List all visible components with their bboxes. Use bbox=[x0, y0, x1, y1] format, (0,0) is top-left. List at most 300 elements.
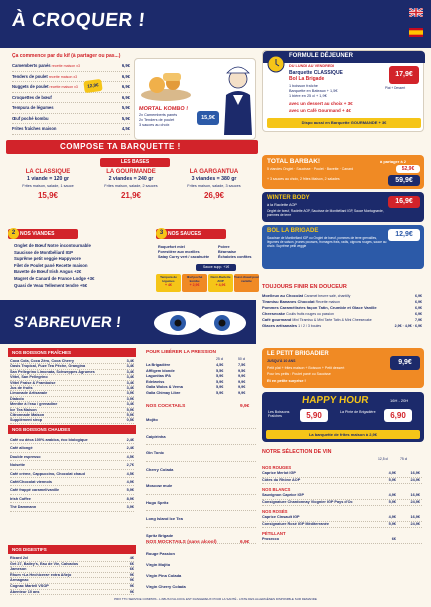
winter-desc: Onglet de bœuf, Raclette AOP, Saucisse de Montbéliard IGP, Sauce Montagnarde, pommes de terre bbox=[267, 209, 384, 217]
base-price: 26,9€ bbox=[203, 190, 225, 200]
menu-row bbox=[12, 82, 130, 93]
dessert-desc: Coulis fruits rouges ou passion bbox=[285, 312, 334, 317]
dessert-name: Glaces artisanales bbox=[262, 323, 298, 329]
menu-item-price: 3,4€ bbox=[126, 380, 134, 385]
menu-item-name: Nuggets de poulet bbox=[12, 84, 49, 89]
base-desc: Frites maison, salade, 1 sauce bbox=[22, 184, 74, 188]
happy-p1: 5,90 bbox=[300, 409, 328, 422]
kombo-item: 3 sauces au choix bbox=[139, 122, 170, 127]
menu-row bbox=[12, 103, 130, 114]
happy-title: HAPPY HOUR bbox=[301, 395, 370, 406]
menu-row bbox=[10, 444, 134, 452]
vins-list bbox=[262, 462, 422, 544]
menu-item-price: 5,9€ bbox=[126, 412, 134, 417]
step3-icon: 3 bbox=[156, 228, 167, 239]
menu-item-name: Croquettes de bœuf bbox=[12, 94, 52, 100]
eyes-illustration bbox=[150, 306, 250, 340]
viande-item: Saucisse de Montbéliard IGP bbox=[14, 249, 73, 255]
wine-price-glass: 4,9€ bbox=[388, 471, 396, 475]
dessert-name: Café gourmand bbox=[262, 317, 292, 323]
pression-col2: 50 cl bbox=[238, 357, 246, 361]
side-item bbox=[208, 274, 233, 292]
digestifs-title: NOS DIGESTIFS bbox=[8, 545, 136, 554]
side-price: + 2,9€ bbox=[189, 283, 200, 288]
menu-item-name: Armagnac bbox=[10, 578, 29, 583]
menu-row bbox=[10, 495, 134, 503]
cocktail-item: Cherry Colada bbox=[146, 462, 256, 479]
kombo-side-badge: 12,9€ bbox=[83, 79, 102, 93]
menu-item-price: 3,4€ bbox=[126, 402, 134, 407]
petit-price: 9,9€ bbox=[390, 356, 420, 370]
menu-item-price: 3,4€ bbox=[126, 364, 134, 369]
menu-item-price: 2,4€ bbox=[125, 436, 134, 444]
menu-row bbox=[12, 72, 130, 83]
base-price: 21,9€ bbox=[120, 190, 142, 200]
formule-price: 17,9€ bbox=[389, 66, 419, 84]
wine-group-title: NOS ROSÉS bbox=[262, 509, 288, 514]
wine-price-bottle: 16,9€ bbox=[410, 471, 420, 475]
happy-hours: 16H - 20H bbox=[390, 398, 409, 403]
happy-p2: 6,90 bbox=[384, 409, 412, 422]
bases-title: LES BASES bbox=[100, 158, 170, 167]
sauce-item: Satay Curry vert / cacahuète bbox=[158, 254, 210, 259]
menu-item-name: Café frappé caramel/vanille bbox=[10, 488, 60, 493]
cocktail-item: Mojito bbox=[146, 412, 256, 429]
menu-item-name: Menthe à l'eau / grenadine bbox=[10, 402, 58, 407]
barbak-price2: 59,9€ bbox=[388, 175, 420, 186]
dessert-desc: Mini Tiramisu & Mini Tarte Tatin & Mini Cheesecake bbox=[291, 318, 372, 323]
wine-price-glass: 5,9€ bbox=[388, 521, 396, 526]
dessert-price: 6,9€ bbox=[415, 312, 422, 317]
cocktail-item: Moscow mule bbox=[146, 478, 256, 495]
chaudes-list bbox=[10, 436, 134, 512]
wine-group-title: PÉTILLANT bbox=[262, 531, 286, 536]
beer-price-50: 9,9€ bbox=[238, 379, 246, 384]
beer-price-25: 5,9€ bbox=[216, 374, 224, 379]
bases-row bbox=[8, 169, 256, 219]
beer-price-50: 9,5€ bbox=[238, 368, 246, 373]
viande-item: Bavette de Bœuf Irish Angus +2€ bbox=[14, 269, 82, 275]
croquer-list bbox=[12, 61, 130, 137]
menu-item-price: 3,4€ bbox=[126, 385, 134, 390]
barbak-share: à partager à 2 bbox=[380, 159, 407, 164]
dessert-price: 2,9€ · 4,9€ · 6,9€ bbox=[394, 324, 422, 329]
menu-item-name: Double espresso bbox=[10, 454, 41, 459]
bol-price: 12,9€ bbox=[388, 229, 420, 241]
wine-row bbox=[262, 537, 422, 544]
formule-item: 1 bière en 25 cl + 1,9€ bbox=[289, 93, 327, 98]
menu-item-name: Thé Dammann bbox=[10, 505, 37, 510]
wine-name: Caprice Cinsault IGP bbox=[262, 515, 300, 519]
menu-row bbox=[10, 478, 134, 486]
formule-price-label: Plat + Dessert bbox=[385, 86, 406, 90]
menu-item-desc: recette maison x3 bbox=[50, 64, 81, 68]
petit-brigadier-panel bbox=[262, 348, 424, 388]
menu-item-name: Irish Coffee bbox=[10, 496, 31, 501]
menu-row bbox=[10, 418, 134, 423]
dessert-name: Tiramisu Bananes Chocolat bbox=[262, 299, 315, 305]
base-desc: Frites maison, salade, 2 sauces bbox=[104, 184, 158, 188]
menu-item-price: 2,7€ bbox=[125, 461, 134, 469]
formule-dejeuner-panel bbox=[262, 50, 424, 132]
wine-price-glass: 6€ bbox=[391, 537, 396, 541]
fraiches-title: NOS BOISSONS FRAÎCHES bbox=[8, 348, 136, 357]
kombo-price-badge: 15,9€ bbox=[197, 111, 219, 125]
base-card bbox=[174, 169, 254, 219]
menu-item-name: Ricard 2cl bbox=[10, 556, 29, 560]
menu-item-name: Limonade Artisanale bbox=[10, 391, 48, 396]
petit-l3: Et en petite surprise ! bbox=[267, 379, 306, 383]
menu-item-name: Tenders de poulet bbox=[12, 73, 48, 79]
menu-item-desc: recette maison x3 bbox=[48, 85, 78, 89]
petit-subtitle: JUSQU'À 10 ANS bbox=[267, 359, 296, 363]
formule-opt3: Dispo aussi en Barquette GOURMANDE + 3€ bbox=[267, 118, 421, 128]
beer-price-50: 9,9€ bbox=[238, 390, 246, 395]
menu-item-price: 6€ bbox=[129, 567, 134, 572]
menu-item-price: 6,9€ bbox=[120, 61, 130, 72]
formule-items bbox=[289, 84, 337, 98]
chef-illustration bbox=[221, 65, 255, 135]
menu-item-name: San Pellegrino Limonata, Schweppes Agrumes bbox=[10, 369, 95, 374]
menu-item-price: 9€ bbox=[129, 578, 134, 583]
wine-row bbox=[262, 478, 422, 485]
menu-item-desc: recette maison x3 bbox=[47, 74, 78, 79]
dessert-desc: 1 / 2 / 3 boules bbox=[297, 324, 322, 329]
menu-item-price: 6,9€ bbox=[120, 82, 130, 93]
menu-item-price: 3,4€ bbox=[126, 359, 134, 363]
menu-item-price: 3,4€ bbox=[126, 369, 134, 374]
menu-item-price: 2,4€ bbox=[125, 444, 134, 452]
dessert-price: 6,9€ bbox=[415, 306, 422, 311]
menu-row bbox=[10, 590, 134, 596]
dessert-price: 7,9€ bbox=[415, 318, 422, 323]
menu-item-name: Vittel, San Pellegrino bbox=[10, 375, 48, 380]
menu-row bbox=[10, 470, 134, 478]
sides-row bbox=[156, 274, 260, 292]
vins-title: NOTRE SÉLECTION DE VIN bbox=[262, 449, 332, 455]
formule-item: 1 boisson fraîche bbox=[289, 84, 318, 88]
menu-item-name: Œuf poché kombu bbox=[12, 115, 49, 121]
viandes-list bbox=[14, 243, 154, 289]
wine-price-glass: 5,9€ bbox=[388, 477, 396, 482]
header-band bbox=[0, 0, 431, 48]
winter-price: 16,9€ bbox=[388, 196, 420, 208]
mocktails-title: NOS MOCKTAILS (sans alcool) bbox=[146, 540, 217, 545]
barbak-title: TOTAL BARBAK! bbox=[267, 158, 321, 165]
side-item bbox=[234, 274, 259, 292]
petit-title: LE PETIT BRIGADIER bbox=[267, 351, 329, 357]
beer-name: Galia Chimay Libre bbox=[146, 390, 181, 395]
menu-item-price: 9€ bbox=[129, 589, 134, 594]
mocktails-price: 6,9€ bbox=[240, 540, 250, 545]
winter-title: WINTER BODY bbox=[267, 195, 310, 201]
base-name: LA CLASSIQUE bbox=[25, 169, 71, 175]
barbak-price1: 52,9€ bbox=[396, 165, 420, 173]
dessert-row bbox=[262, 294, 422, 299]
dessert-row bbox=[262, 318, 422, 323]
menu-item-name: Vittel Fraise & Framboise bbox=[10, 380, 56, 385]
dessert-name: Moelleux au Chocolat bbox=[262, 293, 304, 298]
menu-item-name: Noisette bbox=[10, 463, 25, 468]
menu-item-name: Café ou déca 100% arabica, éco biologique bbox=[10, 438, 88, 442]
side-name: Demi-Raclette AOP bbox=[210, 275, 231, 283]
viande-item: Suprême petit veggie Happyvore bbox=[14, 256, 81, 262]
wine-row bbox=[262, 522, 422, 529]
menu-row bbox=[12, 93, 130, 104]
croquer-intro: Ça commence par du kif (à partager ou pas...) bbox=[12, 53, 121, 59]
side-name: Toast chaud pour raclette bbox=[234, 275, 259, 283]
pression-list bbox=[146, 363, 256, 397]
base-name: LA GARGANTUA bbox=[189, 169, 239, 175]
menu-item-price: 3,9€ bbox=[125, 503, 134, 511]
dessert-name: Cheesecake bbox=[262, 311, 286, 317]
wine-name: Prosecco bbox=[262, 537, 280, 541]
dessert-price: 6,9€ bbox=[415, 300, 422, 305]
happy-footer: La barquette de frites maison à 2,9€ bbox=[266, 430, 420, 439]
kombo-food-illustration bbox=[139, 63, 193, 103]
abreuver-title: S'ABREUVER ! bbox=[13, 314, 122, 331]
formule-title: FORMULE DÉJEUNER bbox=[289, 53, 354, 59]
sauce-item: Roquefort miel bbox=[158, 245, 185, 249]
menu-item-price: 4,9€ bbox=[125, 478, 134, 486]
barbak-panel bbox=[262, 155, 424, 189]
beer-price-25: 5,9€ bbox=[216, 385, 224, 390]
page-title: À CROQUER ! bbox=[10, 10, 147, 31]
sauce-item: Forestière aux morilles bbox=[158, 249, 200, 254]
uk-flag-icon[interactable] bbox=[409, 8, 423, 17]
petit-l1: Petit plat + frites maison + Boisson + Petit dessert bbox=[267, 366, 345, 370]
kombo-item: 2x Tenders de poulet bbox=[139, 117, 175, 122]
base-name: LA GOURMANDE bbox=[106, 169, 156, 175]
menu-item-price: 6€ bbox=[129, 561, 134, 566]
menu-item-name: Jameson bbox=[10, 567, 27, 572]
pression-title: POUR LIBÉRER LA PRESSION bbox=[146, 350, 216, 355]
sauces-right bbox=[218, 245, 258, 259]
kombo-items bbox=[139, 113, 199, 127]
menu-item-name: Rhum «La Hechicera» extra Añejo bbox=[10, 572, 72, 577]
cocktail-item: Hugo Spritz bbox=[146, 495, 256, 512]
menu-item-name: Get 27, Bailey's, Eau de Vie, Calvados bbox=[10, 561, 79, 566]
formule-opt1: avec un dessert au choix + 3€ bbox=[289, 101, 353, 106]
side-name: Tempura de légumes bbox=[160, 275, 177, 283]
sauce-item: Poivre bbox=[218, 245, 230, 249]
menu-item-price: 5,9€ bbox=[120, 114, 130, 125]
compose-title: COMPOSE TA BARQUETTE ! bbox=[60, 142, 181, 151]
side-item bbox=[182, 274, 207, 292]
beer-price-25: 5,9€ bbox=[216, 379, 224, 384]
menu-item-name: Diabolo bbox=[10, 396, 24, 401]
menu-item-price: 4,5€ bbox=[120, 124, 130, 135]
footer-text: PRIX TTC SERVICE COMPRIS - L'ABUS D'ALCOOL EST DANGEREUX POUR LA SANTÉ - LISTE DES ALLERGÈNES DISPONIBLE SUR DEMANDE bbox=[114, 597, 317, 601]
side-item bbox=[156, 274, 181, 292]
dessert-row bbox=[262, 300, 422, 305]
cocktails-title: NOS COCKTAILS bbox=[146, 404, 186, 409]
dessert-row bbox=[262, 306, 422, 311]
menu-item-price: 5,9€ bbox=[120, 103, 130, 114]
mocktail-item: Rouge Passion bbox=[146, 551, 175, 556]
winter-subtitle: à la Raclette AOP bbox=[267, 203, 297, 207]
menu-item-name: Coca Cola, Coca Zéro, Coca Cherry bbox=[10, 359, 74, 363]
menu-item-price: 9€ bbox=[129, 583, 134, 588]
menu-item-name: Supplément sirop bbox=[10, 418, 43, 423]
chaudes-title: NOS BOISSONS CHAUDES bbox=[8, 425, 136, 434]
kombo-item: 2x Camemberts panés bbox=[139, 113, 178, 117]
dessert-row bbox=[262, 324, 422, 329]
wine-name: Caprice Merlot IGP bbox=[262, 471, 296, 475]
vins-col2: 75 cl bbox=[400, 457, 408, 461]
bol-panel bbox=[262, 225, 424, 269]
wine-price-bottle: 24,9€ bbox=[410, 499, 420, 504]
wine-price-glass: 4,9€ bbox=[388, 515, 396, 519]
beer-price-50: 9,9€ bbox=[238, 374, 246, 379]
barbak-extra: + 3 sauces au choix, 2 frites Maison, 2 salades bbox=[267, 177, 340, 181]
fraiches-list bbox=[10, 359, 134, 424]
beer-price-50: 7,5€ bbox=[238, 363, 246, 367]
side-price: + 4,9€ bbox=[215, 283, 226, 288]
menu-item-name: Frites fraîches maison bbox=[12, 126, 57, 131]
barbak-desc: 5 viandes Onglet · Saucisse · Poulet · Bavette · Canard bbox=[267, 167, 354, 171]
menu-item-name: Citronnade Maison bbox=[10, 412, 45, 417]
base-price: 15,9€ bbox=[37, 190, 59, 200]
step2-icon: 2 bbox=[8, 228, 19, 239]
happy-l1: Les Boissons Fraîches bbox=[268, 410, 290, 419]
spain-flag-icon[interactable] bbox=[409, 28, 423, 37]
viande-item: Quasi de Veau Tellement tendre +5€ bbox=[14, 282, 88, 288]
formule-burger: Barquette CLASSIQUE bbox=[289, 70, 343, 76]
menu-item-price: 3,9€ bbox=[126, 391, 134, 396]
beer-name: Affligem blonde bbox=[146, 368, 175, 373]
beer-price-25: 5,5€ bbox=[216, 368, 224, 373]
menu-item-name: Abenteur 10 ans bbox=[10, 589, 40, 594]
wine-name: Consignature Rosé IGP Méditerranée bbox=[262, 521, 330, 526]
menu-item-price: 5,9€ bbox=[125, 486, 134, 494]
menu-item-price: 8,9€ bbox=[125, 495, 134, 503]
menu-item-name: Café allongé bbox=[10, 446, 33, 451]
side-price: + 4€ bbox=[165, 283, 172, 288]
formule-bol: Bol La Brigade bbox=[289, 76, 325, 82]
winter-panel bbox=[262, 192, 424, 222]
sauce-item: Béarnaise bbox=[218, 249, 237, 254]
wine-name: Côtes du Rhône AOP bbox=[262, 477, 301, 482]
happy-hour-panel bbox=[262, 392, 424, 442]
base-card bbox=[8, 169, 88, 219]
dessert-row bbox=[262, 312, 422, 317]
pression-col1: 25 cl bbox=[216, 357, 224, 361]
menu-item-price: 9€ bbox=[129, 572, 134, 577]
sauces-left bbox=[158, 245, 212, 259]
mocktail-item: Virgin Mojito bbox=[146, 562, 171, 567]
menu-item-price: 3,9€ bbox=[126, 396, 134, 401]
wine-price-bottle: 16,9€ bbox=[410, 515, 420, 519]
dessert-name: Pommes Caramélisées façon Tatin, Crumble et Glace Vanille bbox=[262, 305, 377, 311]
menu-item-price: 5,9€ bbox=[126, 407, 134, 412]
cocktails-list bbox=[146, 412, 256, 544]
menu-row bbox=[10, 436, 134, 444]
menu-item-price: 4€ bbox=[129, 556, 134, 560]
base-desc: Frites maison, salade, 3 sauces bbox=[187, 184, 241, 188]
beer-row bbox=[146, 391, 256, 397]
viande-item: Filet de Poulet pané Recette maison bbox=[14, 262, 88, 268]
mocktail-item: Virgin Pina Colada bbox=[146, 573, 182, 578]
menu-item-name: Ice Tea Maison bbox=[10, 407, 37, 412]
menu-item-name: Oasis Tropical, Fuze Tea Pêche, Orangina bbox=[10, 364, 86, 369]
wine-name: Sauvignon Caprice IGP bbox=[262, 493, 304, 497]
mocktails-list bbox=[146, 548, 256, 592]
menu-item-price: 4,5€ bbox=[125, 453, 134, 461]
menu-item-name: Café crème, Cappuccino, Chocolat chaud bbox=[10, 471, 85, 476]
douceur-list bbox=[262, 294, 422, 331]
formule-item: Barquette en Bateaux + 1,5€ bbox=[289, 88, 338, 93]
menu-item-price: 6,9€ bbox=[120, 93, 130, 104]
dessert-desc: Recette maison bbox=[314, 300, 340, 305]
wine-price-bottle: 16,9€ bbox=[410, 493, 420, 497]
menu-row bbox=[10, 461, 134, 469]
menu-row bbox=[12, 114, 130, 125]
vins-col1: 12,5 cl bbox=[378, 457, 388, 461]
sauce-item: Échalotes confites bbox=[218, 254, 252, 259]
wine-price-glass: 5,9€ bbox=[388, 499, 396, 504]
beer-name: Lagunitas IPA bbox=[146, 374, 172, 379]
formule-opt2: avec un Café Gourmand + 4€ bbox=[289, 108, 351, 113]
dessert-price: 6,9€ bbox=[415, 294, 422, 298]
cocktail-item: Caipirinha bbox=[146, 429, 256, 446]
cocktail-item: Long Island Ice Tea bbox=[146, 511, 256, 528]
base-card bbox=[91, 169, 171, 219]
menu-item-name: Cognac Martell VSOP bbox=[10, 583, 49, 588]
sauces-title: NOS SAUCES bbox=[156, 229, 226, 239]
menu-row bbox=[10, 486, 134, 494]
menu-item-name: Café/Chocolat viennois bbox=[10, 479, 52, 484]
wine-price-glass: 4,9€ bbox=[388, 493, 396, 497]
clock-icon bbox=[267, 55, 285, 73]
cocktails-price: 9,9€ bbox=[240, 404, 250, 409]
base-weight: 3 viandes = 380 gr bbox=[191, 176, 237, 182]
mocktail-item: Virgin Cherry Colada bbox=[146, 584, 186, 589]
happy-l2: La Pinte de Brigadière bbox=[340, 410, 376, 414]
beer-price-50: 9,9€ bbox=[238, 385, 246, 390]
cocktail-item: Gin Tonic bbox=[146, 445, 256, 462]
menu-item-name: Tempura de légumes bbox=[12, 105, 54, 110]
beer-name: Edelweiss bbox=[146, 379, 165, 384]
douceur-title: TOUJOURS FINIR EN DOUCEUR bbox=[262, 284, 347, 290]
menu-row bbox=[10, 453, 134, 461]
menu-item-price: 3,4€ bbox=[126, 375, 134, 380]
menu-row bbox=[12, 124, 130, 135]
viandes-title: NOS VIANDES bbox=[8, 229, 78, 239]
menu-item-price: 6,9€ bbox=[120, 72, 130, 83]
formule-subtitle: DU LUNDI AU VENDREDI bbox=[289, 64, 335, 68]
menu-item-price: 0,5€ bbox=[126, 418, 134, 423]
base-weight: 1 viande = 120 gr bbox=[27, 176, 69, 182]
wine-group-title: NOS BLANCS bbox=[262, 487, 291, 492]
menu-item-price: 4,5€ bbox=[125, 470, 134, 478]
beer-price-25: 5,9€ bbox=[216, 390, 224, 395]
viande-item: Onglet de Bœuf Notre incontournable bbox=[14, 243, 91, 248]
cocktail-item: Spritz Brigade bbox=[146, 528, 256, 545]
viande-item: Magret de Canard de France Lodge +3€ bbox=[14, 275, 95, 281]
wine-price-bottle: 24,9€ bbox=[410, 477, 420, 482]
dessert-desc: Caramel beurre salé, chantilly bbox=[303, 294, 351, 298]
wine-price-bottle: 24,9€ bbox=[410, 521, 420, 526]
wine-name: Consignature Chardonnay Viognier IGP Pays d'Oc bbox=[262, 499, 353, 504]
menu-row bbox=[10, 503, 134, 511]
bol-desc: Saucisse de Montbéliard IGP ou Onglet de bœuf, pommes de terre grenailles, légumes de saison, jeunes pousses, fromages frais, radis, oignons rouges, sauce au choix. Suprême petit veggie bbox=[267, 236, 387, 249]
sauce-extra: Sauce supp. +1€ bbox=[196, 264, 236, 271]
petit-l2: Pour les petits : Poulet pané ou Saucisse bbox=[267, 372, 331, 376]
menu-item-name: Camemberts panés bbox=[12, 63, 51, 68]
side-name: Œuf poché kombu bbox=[186, 275, 203, 283]
beer-price-25: 4,5€ bbox=[216, 363, 224, 367]
